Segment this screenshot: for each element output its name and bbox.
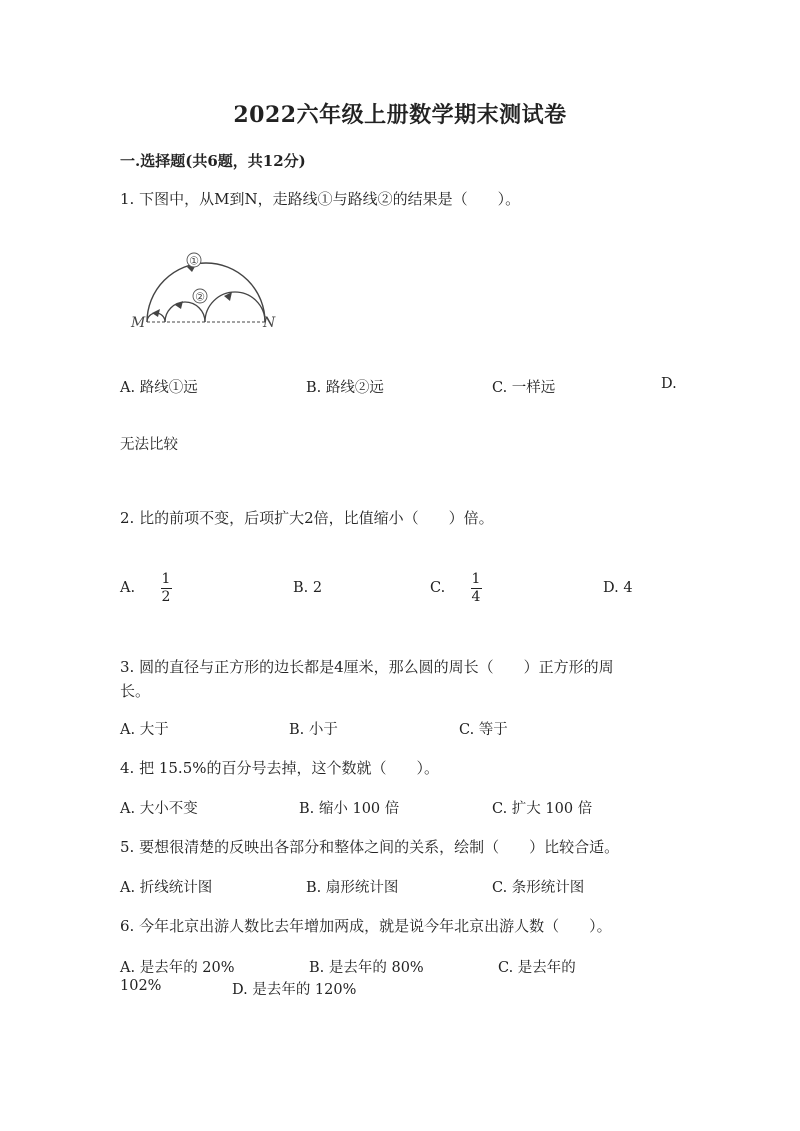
q1-option-d-continued: 无法比较 <box>120 437 178 453</box>
route-1-label: ① <box>189 254 199 268</box>
q6-option-c[interactable]: C. 是去年的 <box>498 960 576 976</box>
q4-option-c[interactable]: C. 扩大 100 倍 <box>492 801 593 817</box>
fraction-denominator: 4 <box>471 589 481 605</box>
question-1-text: 1. 下图中，从M到N，走路线①与路线②的结果是（ ）。 <box>120 190 521 208</box>
point-m-label: M <box>131 315 146 331</box>
q1-option-b[interactable]: B. 路线②远 <box>306 380 384 396</box>
q4-option-b[interactable]: B. 缩小 100 倍 <box>299 801 400 817</box>
question-3-text-line1: 3. 圆的直径与正方形的边长都是4厘米，那么圆的周长（ ）正方形的周 <box>120 658 614 676</box>
q5-option-c[interactable]: C. 条形统计图 <box>492 880 585 896</box>
q6-option-c-continued: 102% <box>120 978 162 994</box>
page-title: 2022六年级上册数学期末测试卷 <box>233 102 567 128</box>
route-2-arc-c <box>205 292 265 322</box>
q3-option-b[interactable]: B. 小于 <box>289 722 338 738</box>
point-n-label: N <box>263 315 276 331</box>
fraction-numerator: 1 <box>471 571 481 587</box>
route-2-label: ② <box>195 290 205 304</box>
q6-option-a[interactable]: A. 是去年的 20% <box>120 960 235 976</box>
route-2-arc-b <box>165 302 205 322</box>
q3-option-c[interactable]: C. 等于 <box>459 722 508 738</box>
question-2-text: 2. 比的前项不变，后项扩大2倍，比值缩小（ ）倍。 <box>120 509 494 527</box>
q4-option-a[interactable]: A. 大小不变 <box>120 801 198 817</box>
q2-option-c[interactable]: C. <box>430 580 446 596</box>
q1-option-d[interactable]: D. <box>661 376 677 392</box>
fraction-numerator: 1 <box>161 571 171 587</box>
q2-fraction-half <box>159 572 173 605</box>
question-6-text: 6. 今年北京出游人数比去年增加两成，就是说今年北京出游人数（ ）。 <box>120 917 612 935</box>
q5-option-a[interactable]: A. 折线统计图 <box>120 880 213 896</box>
q5-option-b[interactable]: B. 扇形统计图 <box>306 880 399 896</box>
q1-option-c[interactable]: C. 一样远 <box>492 380 556 396</box>
route-2-arrow-a <box>152 309 160 317</box>
fraction-denominator: 2 <box>161 589 171 605</box>
q2-option-a[interactable]: A. <box>120 580 136 596</box>
question-4-text: 4. 把 15.5%的百分号去掉，这个数就（ ）。 <box>120 759 440 777</box>
q2-fraction-quarter <box>469 572 483 605</box>
q2-option-b[interactable]: B. 2 <box>293 580 323 596</box>
q3-option-a[interactable]: A. 大于 <box>120 722 169 738</box>
question-5-text: 5. 要想很清楚的反映出各部分和整体之间的关系，绘制（ ）比较合适。 <box>120 838 620 856</box>
route-figure <box>125 245 285 335</box>
q2-option-d[interactable]: D. 4 <box>603 580 633 596</box>
q6-option-b[interactable]: B. 是去年的 80% <box>309 960 424 976</box>
question-3-text-line2: 长。 <box>120 682 151 700</box>
q1-option-a[interactable]: A. 路线①远 <box>120 380 198 396</box>
q6-option-d[interactable]: D. 是去年的 120% <box>232 982 357 998</box>
section-heading: 一.选择题(共6题，共12分) <box>120 152 306 170</box>
